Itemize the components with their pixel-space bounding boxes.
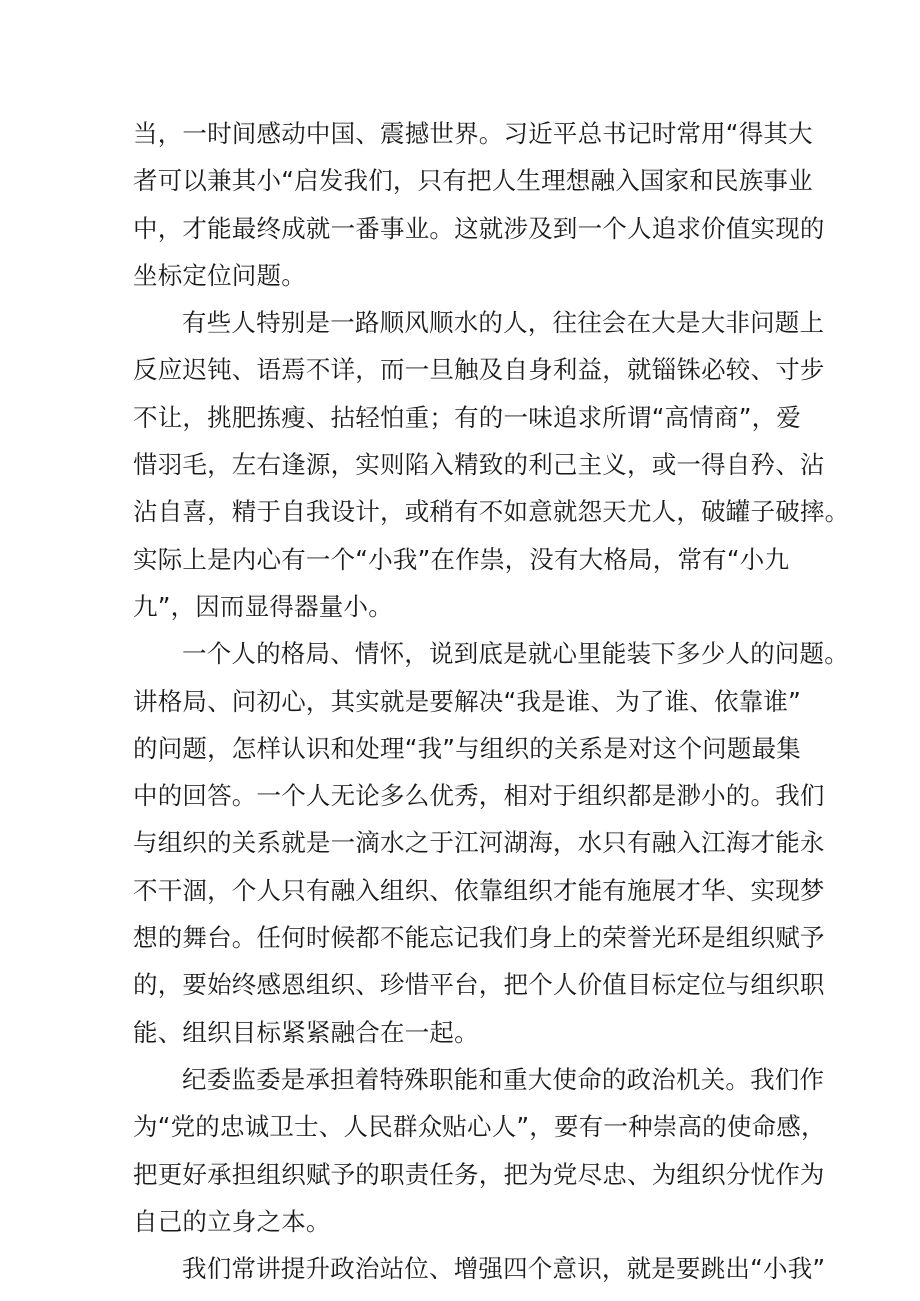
text-line: 与组织的关系就是一滴水之于江河湖海，水只有融入江海才能永 — [133, 828, 825, 858]
text-line: 能、组织目标紧紧融合在一起。 — [133, 1017, 479, 1047]
text-line: 为“党的忠诚卫士、人民群众贴心人”，要有一种崇高的使命感， — [133, 1112, 826, 1142]
text-line: 不让，挑肥拣瘦、拈轻怕重；有的一味追求所谓“高情商”，爱 — [133, 402, 801, 432]
text-line: 的，要始终感恩组织、珍惜平台，把个人价值目标定位与组织职 — [133, 970, 825, 1000]
text-line: 反应迟钝、语焉不详，而一旦触及自身利益，就锱铢必较、寸步 — [133, 355, 825, 385]
text-line: 中的回答。一个人无论多么优秀，相对于组织都是渺小的。我们 — [133, 781, 825, 811]
text-line: 想的舞台。任何时候都不能忘记我们身上的荣誉光环是组织赋予 — [133, 923, 825, 953]
paragraph-first-line: 我们常讲提升政治站位、增强四个意识，就是要跳出“小我” — [182, 1254, 826, 1284]
document-body — [133, 110, 850, 1292]
text-line: 把更好承担组织赋予的职责任务，把为党尽忠、为组织分忧作为 — [133, 1159, 825, 1189]
text-line: 坐标定位问题。 — [133, 260, 306, 290]
paragraph-first-line: 纪委监委是承担着特殊职能和重大使命的政治机关。我们作 — [182, 1064, 825, 1094]
text-line: 中，才能最终成就一番事业。这就涉及到一个人追求价值实现的 — [133, 213, 825, 243]
text-line: 的问题，怎样认识和处理“我”与组织的关系是对这个问题最集 — [133, 733, 801, 763]
text-line: 实际上是内心有一个“小我”在作祟，没有大格局，常有“小九 — [133, 544, 790, 574]
text-line: 自己的立身之本。 — [133, 1206, 331, 1236]
text-line: 九”，因而显得器量小。 — [133, 591, 393, 621]
text-line: 当，一时间感动中国、震撼世界。习近平总书记时常用“得其大 — [133, 119, 813, 148]
text-line: 惜羽毛，左右逢源，实则陷入精致的利己主义，或一得自矜、沾 — [133, 450, 825, 480]
text-line: 者可以兼其小“启发我们，只有把人生理想融入国家和民族事业 — [133, 166, 813, 196]
paragraph-first-line: 有些人特别是一路顺风顺水的人，往往会在大是大非问题上 — [182, 308, 825, 338]
text-line: 不干涸，个人只有融入组织、依靠组织才能有施展才华、实现梦 — [133, 875, 825, 905]
text-line: 沾自喜，精于自我设计，或稍有不如意就怨天尤人，破罐子破摔。 — [133, 497, 850, 527]
paragraph-first-line: 一个人的格局、情怀，说到底是就心里能装下多少人的问题。 — [182, 639, 849, 669]
text-line: 讲格局、问初心，其实就是要解决“我是谁、为了谁、依靠谁” — [133, 686, 801, 716]
